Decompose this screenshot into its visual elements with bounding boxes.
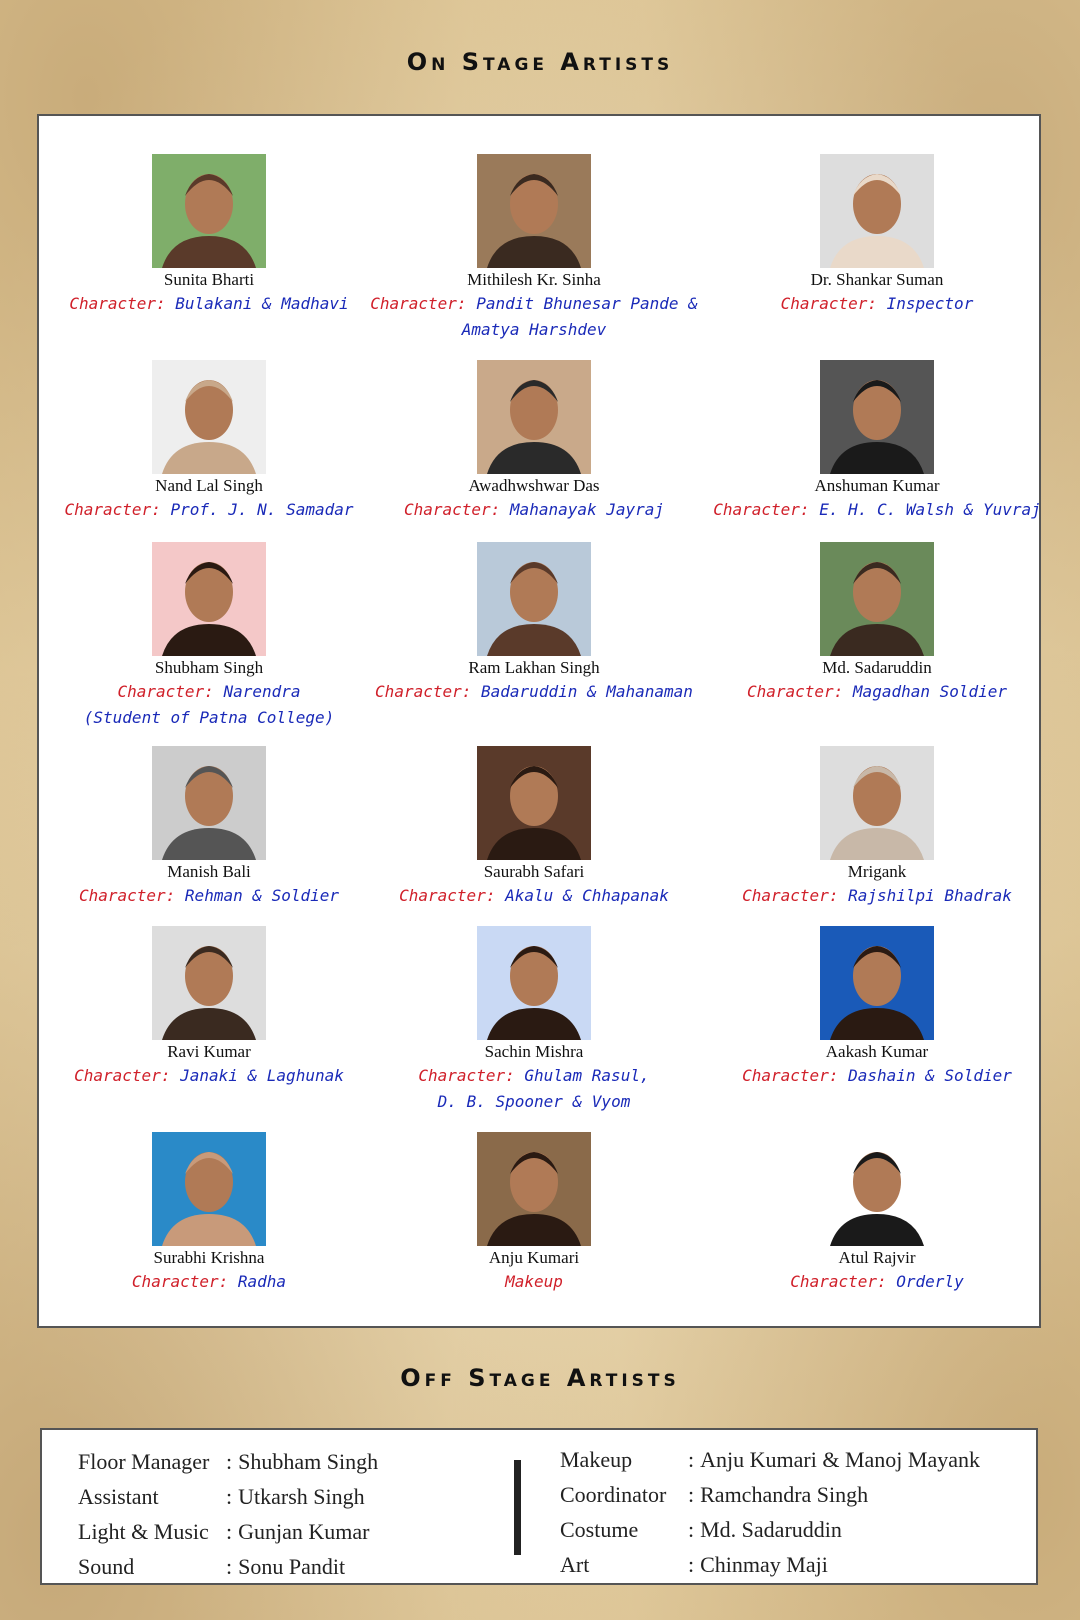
artist-name: Surabhi Krishna (153, 1248, 265, 1267)
artist-card (364, 926, 704, 1114)
artist-name: Anju Kumari (488, 1248, 580, 1267)
crew-separator: : (226, 1449, 233, 1474)
role-value: Bulakani & Madhavi (175, 294, 349, 313)
crew-row (560, 1547, 980, 1582)
role-value: (Student of Patna College) (83, 708, 335, 727)
artist-photo (820, 746, 934, 860)
character-label: Character: (375, 682, 472, 701)
artist-name: Atul Rajvir (838, 1248, 916, 1267)
role-value: Mahanayak Jayraj (509, 500, 665, 519)
crew-right-column (560, 1442, 980, 1582)
artist-photo (152, 360, 266, 474)
character-label: Character: (131, 1272, 229, 1291)
role-value: Orderly (896, 1272, 964, 1291)
artist-photo (477, 926, 591, 1040)
crew-row (78, 1444, 378, 1479)
character-label: Character: (746, 682, 844, 701)
crew-separator: : (688, 1552, 695, 1577)
artist-name: Saurabh Safari (483, 862, 585, 881)
role-value: Dashain & Soldier (848, 1066, 1012, 1085)
artist-role (707, 498, 1047, 522)
artist-name: Sachin Mishra (484, 1042, 584, 1061)
character-label: Character: (780, 294, 877, 313)
artist-photo (152, 926, 266, 1040)
artist-photo (477, 360, 591, 474)
artist-role (364, 884, 704, 908)
artist-card (364, 746, 704, 908)
role-value: Amatya Harshdev (461, 320, 607, 339)
artist-role (39, 498, 379, 522)
artist-photo (820, 360, 934, 474)
artist-photo (477, 154, 591, 268)
artist-card (39, 542, 379, 730)
artist-card (39, 360, 379, 522)
artist-role (39, 680, 379, 704)
role-value: Badaruddin & Mahanaman (481, 682, 693, 701)
artist-card (39, 746, 379, 908)
role-value: Rehman & Soldier (184, 886, 340, 905)
character-label: Character: (370, 294, 467, 313)
artist-card (39, 1132, 379, 1294)
artist-name: Ram Lakhan Singh (468, 658, 600, 677)
artist-photo (820, 542, 934, 656)
crew-role: Assistant (78, 1484, 159, 1509)
artist-card (39, 154, 379, 316)
artist-role (364, 1064, 704, 1088)
crew-role: Costume (560, 1517, 639, 1542)
crew-person: Shubham Singh (238, 1449, 379, 1474)
artist-role (364, 498, 704, 522)
crew-role: Sound (78, 1554, 135, 1579)
crew-separator: : (226, 1484, 233, 1509)
crew-row (560, 1512, 980, 1547)
artist-photo (477, 746, 591, 860)
role-value: Pandit Bhunesar Pande & (476, 294, 698, 313)
artist-photo (152, 154, 266, 268)
artist-name: Awadhwshwar Das (468, 476, 600, 495)
artist-name: Mithilesh Kr. Sinha (467, 270, 601, 289)
artist-role (39, 292, 379, 316)
artist-role (364, 292, 704, 316)
crew-row (78, 1479, 378, 1514)
artist-role (364, 680, 704, 704)
role-value: Akalu & Chhapanak (505, 886, 669, 905)
artist-role (39, 1270, 379, 1294)
on-stage-heading: On Stage Artists (406, 48, 674, 76)
artist-name: Shubham Singh (154, 658, 264, 677)
crew-row (78, 1514, 378, 1549)
artist-card (707, 1132, 1047, 1294)
artist-name: Dr. Shankar Suman (810, 270, 944, 289)
role-value: Magadhan Soldier (852, 682, 1008, 701)
character-label: Character: (399, 886, 496, 905)
crew-person: Sonu Pandit (238, 1554, 346, 1579)
artist-card (707, 926, 1047, 1088)
artist-photo (820, 926, 934, 1040)
crew-person: Utkarsh Singh (238, 1484, 365, 1509)
crew-separator: : (688, 1517, 695, 1542)
artist-role (707, 1064, 1047, 1088)
artist-photo (152, 746, 266, 860)
crew-separator: : (688, 1482, 695, 1507)
crew-role: Floor Manager (78, 1449, 210, 1474)
artist-card (707, 542, 1047, 704)
crew-row (560, 1477, 980, 1512)
character-label: Character: (713, 500, 810, 519)
artist-card (707, 360, 1047, 522)
crew-role: Makeup (560, 1447, 633, 1472)
artist-card (364, 542, 704, 704)
character-label: Character: (117, 682, 214, 701)
off-stage-heading: Off Stage Artists (400, 1364, 680, 1392)
crew-row (78, 1549, 378, 1584)
role-value: Inspector (886, 294, 974, 313)
off-stage-panel (40, 1428, 1038, 1585)
artist-name: Manish Bali (167, 862, 251, 881)
on-stage-panel (37, 114, 1041, 1328)
artist-role (707, 292, 1047, 316)
artist-role (39, 884, 379, 908)
crew-row (560, 1442, 980, 1477)
artist-name: Sunita Bharti (163, 270, 255, 289)
character-label: Character: (78, 886, 176, 905)
character-label: Character: (742, 886, 839, 905)
role-value: E. H. C. Walsh & Yuvraj (819, 500, 1041, 519)
artist-role (39, 706, 379, 730)
character-label: Character: (403, 500, 501, 519)
crew-role: Light & Music (78, 1519, 209, 1544)
artist-name: Aakash Kumar (825, 1042, 929, 1061)
character-label: Character: (74, 1066, 171, 1085)
role-value: Radha (237, 1272, 287, 1291)
artist-role (39, 1064, 379, 1088)
artist-photo (152, 1132, 266, 1246)
artist-photo (477, 1132, 591, 1246)
artist-name: Mrigank (847, 862, 907, 881)
crew-role: Coordinator (560, 1482, 667, 1507)
artist-name: Md. Sadaruddin (822, 658, 932, 677)
crew-person: Chinmay Maji (700, 1552, 828, 1577)
artist-card (707, 154, 1047, 316)
crew-person: Md. Sadaruddin (700, 1517, 842, 1542)
character-label: Character: (64, 500, 161, 519)
role-value: D. B. Spooner & Vyom (437, 1092, 631, 1111)
role-value: Prof. J. N. Samadar (170, 500, 354, 519)
role-value: Ghulam Rasul, (524, 1066, 650, 1085)
artist-role (364, 1270, 704, 1294)
role-value: Rajshilpi Bhadrak (848, 886, 1012, 905)
artist-role (364, 1090, 704, 1114)
artist-name: Nand Lal Singh (155, 476, 263, 495)
role-value: Makeup (505, 1272, 563, 1291)
crew-person: Ramchandra Singh (700, 1482, 869, 1507)
column-divider (514, 1460, 521, 1555)
character-label: Character: (742, 1066, 839, 1085)
artist-name: Anshuman Kumar (814, 476, 940, 495)
character-label: Character: (418, 1066, 515, 1085)
crew-separator: : (226, 1519, 233, 1544)
crew-separator: : (226, 1554, 233, 1579)
crew-person: Gunjan Kumar (238, 1519, 370, 1544)
artist-photo (820, 1132, 934, 1246)
artist-role (707, 680, 1047, 704)
artist-photo (477, 542, 591, 656)
artist-card (707, 746, 1047, 908)
artist-name: Ravi Kumar (167, 1042, 251, 1061)
artist-card (364, 154, 704, 342)
artist-card (39, 926, 379, 1088)
crew-left-column (78, 1444, 378, 1584)
character-label: Character: (69, 294, 166, 313)
crew-separator: : (688, 1447, 695, 1472)
crew-role: Art (560, 1552, 590, 1577)
crew-person: Anju Kumari & Manoj Mayank (700, 1447, 980, 1472)
artist-card (364, 1132, 704, 1294)
artist-role (707, 1270, 1047, 1294)
role-value: Narendra (223, 682, 301, 701)
character-label: Character: (790, 1272, 887, 1291)
role-value: Janaki & Laghunak (180, 1066, 344, 1085)
artist-photo (152, 542, 266, 656)
artist-role (364, 318, 704, 342)
artist-role (707, 884, 1047, 908)
artist-photo (820, 154, 934, 268)
artist-card (364, 360, 704, 522)
